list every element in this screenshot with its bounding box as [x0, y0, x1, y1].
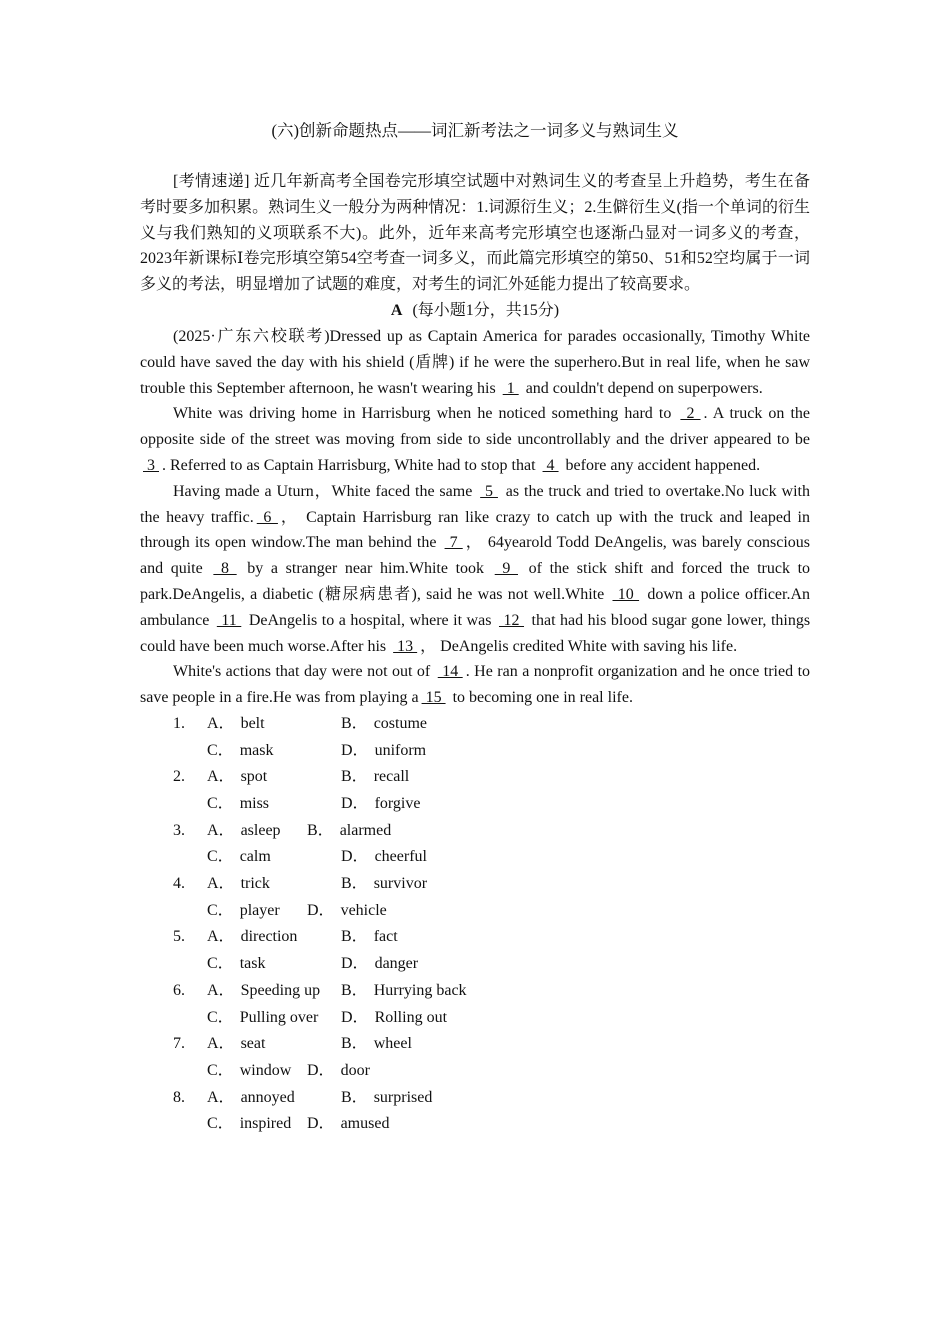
question-row [140, 951, 810, 978]
option-text: recall [373, 768, 410, 786]
option-text: player [239, 901, 280, 919]
blank-5: 5 [480, 482, 498, 500]
option-b [307, 818, 441, 845]
option-a [207, 1031, 341, 1058]
option-text: annoyed [240, 1088, 295, 1106]
question-number-spacer [140, 1005, 207, 1032]
option-letter: C． [207, 1115, 234, 1133]
option-text: survivor [373, 875, 428, 893]
option-b [341, 711, 475, 738]
option-letter: B． [341, 981, 368, 999]
question-number-spacer [140, 951, 207, 978]
option-letter: B． [341, 714, 368, 732]
option-text: wheel [373, 1035, 412, 1053]
option-text: Pulling over [239, 1008, 319, 1026]
passage-text: of the stick shift and forced the truck to park.DeAngelis, a diabetic (糖尿病患者), said he was not well.White [140, 560, 811, 603]
question-list [140, 711, 810, 1138]
option-text: cheerful [374, 848, 427, 866]
option-c [207, 1005, 341, 1032]
option-letter: A． [207, 875, 235, 893]
option-text: danger [374, 955, 419, 973]
question-number: 7. [173, 1035, 185, 1053]
question-row [140, 1005, 810, 1032]
question-number: 6. [173, 981, 185, 999]
page-title: (六)创新命题热点——词汇新考法之一词多义与熟词生义 [271, 121, 679, 140]
option-letter: B． [341, 1088, 368, 1106]
option-letter: C． [207, 955, 234, 973]
option-letter: D． [307, 1115, 335, 1133]
option-a [207, 978, 341, 1005]
question-row [140, 1058, 810, 1085]
option-d [307, 898, 441, 925]
option-text: costume [373, 714, 428, 732]
passage-text: . A truck on the opposite side of the street was moving from side to side uncontrollably and the driver appeared to be [140, 405, 811, 449]
option-a [207, 871, 341, 898]
option-b [341, 871, 475, 898]
blank-8: 8 [213, 560, 237, 578]
option-d [341, 791, 475, 818]
option-b [341, 924, 475, 951]
option-c [207, 1058, 307, 1085]
passage-text: and couldn't depend on superpowers. [525, 379, 763, 397]
intro-tag: [考情速递] [173, 173, 250, 190]
option-a [207, 711, 341, 738]
question-row [140, 898, 810, 925]
option-text: amused [340, 1115, 390, 1133]
question-number-spacer [140, 898, 207, 925]
option-text: Rolling out [374, 1008, 448, 1026]
passage-text: before any accident happened. [565, 456, 761, 474]
option-text: direction [240, 928, 298, 946]
option-b [341, 1085, 475, 1112]
option-letter: D． [307, 1061, 335, 1079]
option-b [341, 764, 475, 791]
blank-9: 9 [494, 560, 518, 578]
intro-paragraph [140, 169, 810, 298]
option-text: task [239, 955, 266, 973]
option-c [207, 738, 341, 765]
section-letter: A [390, 301, 403, 319]
option-text: forgive [374, 795, 421, 812]
question-number: 8. [173, 1088, 185, 1106]
passage-text: White was driving home in Harrisburg when he noticed something hard to [173, 405, 672, 423]
question-row [140, 1085, 810, 1112]
document-page [140, 118, 810, 1138]
option-b [341, 1031, 475, 1058]
question-row [140, 871, 810, 898]
question-row [140, 844, 810, 871]
question-number-spacer [140, 844, 207, 871]
option-letter: D． [307, 901, 335, 919]
question-number-spacer [140, 791, 207, 818]
option-text: belt [240, 714, 265, 732]
passage-text: as the truck and tried to overtake.No luck with the heavy traffic. [140, 482, 811, 526]
question-number: 2. [173, 768, 185, 786]
passage-text: DeAngelis to a hospital, where it was [248, 611, 492, 629]
question-row [140, 764, 810, 791]
option-text: fact [373, 928, 398, 946]
option-letter: A． [207, 1088, 235, 1106]
option-letter: A． [207, 821, 235, 839]
passage-text: ， 64yearold Todd DeAngelis, was barely conscious and quite [140, 534, 810, 578]
option-letter: C． [207, 795, 234, 812]
option-c [207, 791, 341, 818]
passage-text: to becoming one in real life. [452, 689, 633, 707]
blank-10: 10 [612, 585, 640, 603]
option-text: inspired [239, 1115, 292, 1133]
blank-2: 2 [680, 405, 701, 423]
intro-text: 近几年新高考全国卷完形填空试题中对熟词生义的考查呈上升趋势，考生在备考时要多加积累。熟词生义一般分为两种情况：1.词源衍生义；2.生僻衍生义(指一个单词的衍生义与我们熟知的义项联系不大)。此外，近年来高考完形填空也逐渐凸显对一词多义的考查，2023年新课标Ⅰ卷完形填空第54空考查一词多义，而此篇完形填空的第50、51和52空均属于一词多义的考法，明显增加了试题的难度，对考生的词汇外延能力提出了较高要求。 [140, 173, 810, 294]
passage-text: . Referred to as Captain Harrisburg, White had to stop that [162, 456, 536, 474]
option-letter: C． [207, 901, 234, 919]
option-d [341, 951, 475, 978]
option-letter: D． [341, 741, 369, 759]
question-number: 3. [173, 821, 185, 839]
blank-3: 3 [143, 456, 159, 474]
option-text: asleep [240, 821, 281, 839]
option-text: uniform [374, 741, 427, 759]
blank-7: 7 [444, 534, 463, 552]
question-row [140, 978, 810, 1005]
option-d [307, 1058, 441, 1085]
option-text: spot [240, 768, 268, 786]
option-text: Hurrying back [373, 981, 467, 999]
passage-text: that had his blood sugar gone lower, things could have been much worse.After his [140, 611, 811, 655]
blank-13: 13 [393, 637, 418, 655]
passage-paragraph-2 [140, 401, 810, 478]
option-letter: A． [207, 714, 235, 732]
passage-text: by a stranger near him.White took [247, 560, 485, 578]
option-c [207, 898, 307, 925]
blank-12: 12 [498, 611, 525, 629]
passage-text: ， DeAngelis credited White with saving his life. [420, 637, 738, 655]
question-number-spacer [140, 738, 207, 765]
option-letter: C． [207, 1061, 234, 1079]
passage-text: (2025·广东六校联考)Dressed up as Captain America for parades occasionally, Timothy White could have saved the day with his shield (盾牌) if he were the superhero.But in real life, when he saw trouble this September afternoon, he wasn't wearing his [140, 327, 810, 397]
option-d [307, 1111, 441, 1138]
option-letter: A． [207, 1035, 235, 1053]
question-row [140, 1111, 810, 1138]
option-text: vehicle [340, 901, 387, 919]
question-number: 5. [173, 928, 185, 946]
option-letter: A． [207, 768, 235, 786]
option-d [341, 1005, 475, 1032]
option-a [207, 924, 341, 951]
option-letter: C． [207, 741, 234, 759]
question-row [140, 711, 810, 738]
option-text: alarmed [339, 821, 392, 839]
option-text: window [239, 1061, 292, 1079]
option-d [341, 738, 475, 765]
question-number: 4. [173, 875, 185, 893]
passage-text: ， Captain Harrisburg ran like crazy to catch up with the truck and leaped in through its open window.The man behind the [140, 508, 810, 552]
option-text: calm [239, 848, 271, 866]
passage-text: down a police officer.An ambulance [140, 585, 811, 629]
question-row [140, 791, 810, 818]
passage-text: . He ran a nonprofit organization and he once tried to save people in a fire.He was from playing a [140, 663, 811, 707]
question-number: 1. [173, 714, 185, 732]
option-letter: D． [341, 1008, 369, 1026]
blank-6: 6 [256, 508, 278, 526]
question-row [140, 738, 810, 765]
option-text: trick [240, 875, 270, 893]
passage-text: White's actions that day were not out of [173, 663, 431, 681]
option-letter: B． [341, 1035, 368, 1053]
option-letter: B． [307, 821, 334, 839]
option-c [207, 951, 341, 978]
option-letter: D． [341, 955, 369, 973]
blank-15: 15 [421, 689, 446, 707]
option-letter: D． [341, 795, 369, 812]
option-c [207, 844, 341, 871]
question-row [140, 924, 810, 951]
option-letter: B． [341, 768, 368, 786]
option-letter: C． [207, 848, 234, 866]
option-a [207, 818, 307, 845]
option-letter: A． [207, 928, 235, 946]
option-text: Speeding up [240, 981, 321, 999]
option-a [207, 764, 341, 791]
passage-paragraph-4 [140, 659, 810, 711]
option-b [341, 978, 475, 1005]
question-row [140, 818, 810, 845]
option-letter: D． [341, 848, 369, 866]
option-text: door [340, 1061, 370, 1079]
passage-paragraph-3 [140, 479, 810, 660]
passage-text: Having made a Uturn，White faced the same [173, 482, 473, 500]
blank-1: 1 [502, 379, 519, 397]
option-c [207, 1111, 307, 1138]
blank-4: 4 [542, 456, 559, 474]
option-letter: A． [207, 981, 235, 999]
section-heading [140, 298, 810, 324]
question-number-spacer [140, 1111, 207, 1138]
option-text: seat [240, 1035, 266, 1053]
option-letter: C． [207, 1008, 234, 1026]
passage-paragraph-1 [140, 324, 810, 401]
option-text: mask [239, 741, 274, 759]
question-row [140, 1031, 810, 1058]
option-letter: B． [341, 875, 368, 893]
blank-11: 11 [216, 611, 242, 629]
option-d [341, 844, 475, 871]
question-number-spacer [140, 1058, 207, 1085]
section-note: (每小题1分，共15分) [412, 301, 560, 319]
option-text: surprised [373, 1088, 433, 1106]
blank-14: 14 [437, 663, 463, 681]
option-a [207, 1085, 341, 1112]
option-text: miss [239, 795, 270, 812]
option-letter: B． [341, 928, 368, 946]
